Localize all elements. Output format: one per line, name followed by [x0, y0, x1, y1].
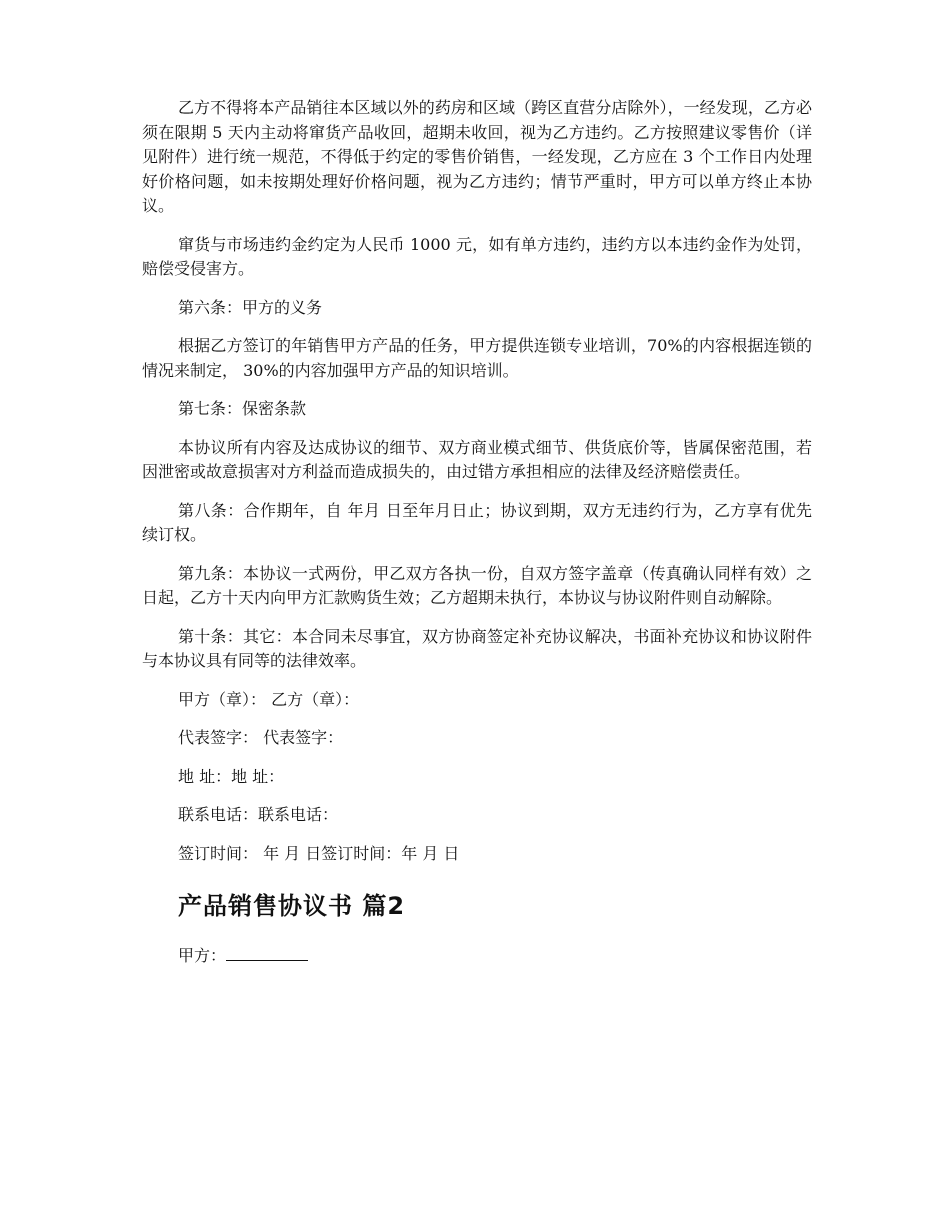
signature-seal-line: 甲方（章）： 乙方（章）： [178, 689, 360, 709]
paragraph-penalty-amount: 窜货与市场违约金约定为人民币 1000 元，如有单方违约，违约方以本违约金作为处罚，赔偿受侵害方。 [142, 234, 812, 278]
address-line: 地 址：地 址： [178, 766, 285, 786]
clause-six-heading: 第六条：甲方的义务 [178, 297, 323, 317]
signing-date-line: 签订时间： 年 月 日签订时间：年 月 日 [178, 843, 460, 863]
paragraph-training-obligation: 根据乙方签订的年销售甲方产品的任务，甲方提供连锁专业培训，70%的内容根据连锁的情况来制定， 30%的内容加强甲方产品的知识培训。 [142, 336, 812, 380]
section-heading: 产品销售协议书 篇2 [178, 892, 406, 920]
paragraph-confidentiality: 本协议所有内容及达成协议的细节、双方商业模式细节、供货底价等，皆属保密范围，若因泄密或故意损害对方利益而造成损失的，由过错方承担相应的法律及经济赔偿责任。 [142, 437, 812, 481]
party-a-label: 甲方： [178, 946, 227, 965]
phone-line: 联系电话：联系电话： [178, 805, 339, 824]
clause-nine-copies: 第九条：本协议一式两份，甲乙双方各执一份，自双方签字盖章（传真确认同样有效）之日起，乙方十天内向甲方汇款购货生效；乙方超期未执行，本协议与协议附件则自动解除。 [142, 563, 812, 607]
clause-seven-heading: 第七条：保密条款 [178, 399, 307, 418]
paragraph-cross-region-sales: 乙方不得将本产品销往本区域以外的药房和区域（跨区直营分店除外），一经发现，乙方必须在限期 5 天内主动将窜货产品收回，超期未收回，视为乙方违约。乙方按照建议零售价（详见附件）进行统一规范，不得低于约定的零售价销售，一经发现，乙方应在 3 个工作日内处理好价格问题，如未按期处理好价格问题，视为乙方违约；情节严重时，甲方可以单方终止本协议。 [142, 98, 812, 215]
representative-signature-line: 代表签字： 代表签字： [178, 728, 344, 747]
document-page [142, 96, 812, 968]
party-a-blank [226, 946, 308, 961]
party-a-line [142, 944, 812, 968]
clause-ten-other: 第十条：其它：本合同未尽事宜，双方协商签定补充协议解决，书面补充协议和协议附件与本协议具有同等的法律效率。 [142, 626, 812, 670]
clause-eight-term: 第八条：合作期年，自 年月 日至年月日止；协议到期，双方无违约行为，乙方享有优先续订权。 [142, 500, 812, 544]
